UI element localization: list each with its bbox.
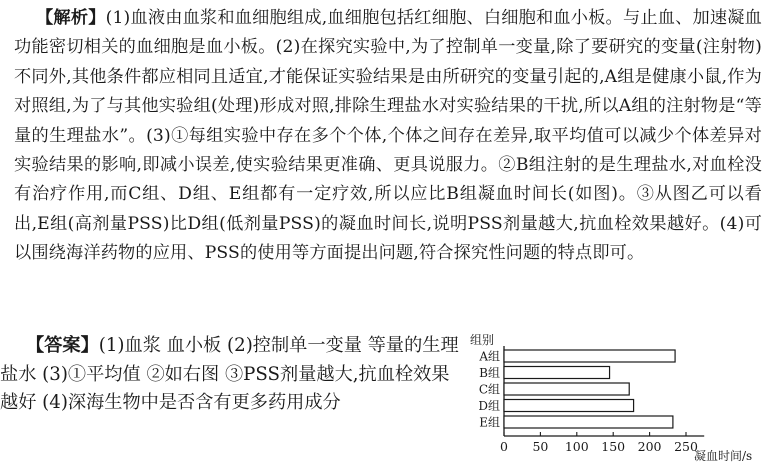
analysis-text: (1)血液由血浆和血细胞组成,血细胞包括红细胞、白细胞和血小板。与止血、加速凝血功能密切相关的血细胞是血小板。(2)在探究实验中,为了控制单一变量,除了要研究的变量(注射物)不同外,其他条件都应相同且适宜,才能保证实验结果是由所研究的变量引起的,A组是健康小鼠,作为对照组,为了与其他实验组(处理)形成对照,排除生理盐水对实验结果的干扰,所以A组的注射物是“等量的生理盐水”。(3)①每组实验中存在多个个体,个体之间存在差异,取平均值可以减少个体差异对实验结果的影响,即减小误差,使实验结果更准确、更具说服力。②B组注射的是生理盐水,对血栓没有治疗作用,而C组、D组、E组都有一定疗效,所以应比B组凝血时间长(如图)。③从图乙可以看出,E组(高剂量PSS)比D组(低剂量PSS)的凝血时间长,说明PSS剂量越大,抗血栓效果越好。(4)可以围绕海洋药物的应用、PSS的使用等方面提出问题,符合探究性问题的特点即可。 xyxy=(14,8,762,264)
y-axis-label: 组别 xyxy=(469,333,495,347)
category-label: B组 xyxy=(479,366,500,380)
x-tick-label: 200 xyxy=(637,439,662,454)
x-tick-label: 100 xyxy=(564,439,589,454)
analysis-tag: 【解析】 xyxy=(36,8,106,28)
category-label: A组 xyxy=(479,349,500,364)
bar-3 xyxy=(504,383,629,395)
answer-text: (1)血浆 血小板 (2)控制单一变量 等量的生理盐水 (3)①平均值 ②如右图 ③PSS剂量越大,抗血栓效果越好 (4)深海生物中是否含有更多药用成分 xyxy=(0,335,459,414)
x-tick-label: 250 xyxy=(674,439,698,454)
bar-2 xyxy=(504,367,610,379)
answer-tag: 【答案】 xyxy=(26,335,99,356)
category-label: C组 xyxy=(478,382,500,397)
bar-4 xyxy=(504,400,634,412)
x-axis-label: 凝血时间/s xyxy=(694,449,753,463)
x-tick-label: 0 xyxy=(500,439,508,454)
bar-1 xyxy=(504,350,675,362)
analysis-paragraph xyxy=(14,4,762,269)
x-tick-label: 150 xyxy=(601,439,626,454)
answer-paragraph xyxy=(0,332,460,418)
bar-5 xyxy=(504,416,673,428)
category-label: D组 xyxy=(478,399,500,413)
chart-svg xyxy=(462,332,772,463)
x-tick-label: 50 xyxy=(532,439,549,454)
category-label: E组 xyxy=(479,415,500,430)
clotting-time-chart xyxy=(462,332,772,463)
